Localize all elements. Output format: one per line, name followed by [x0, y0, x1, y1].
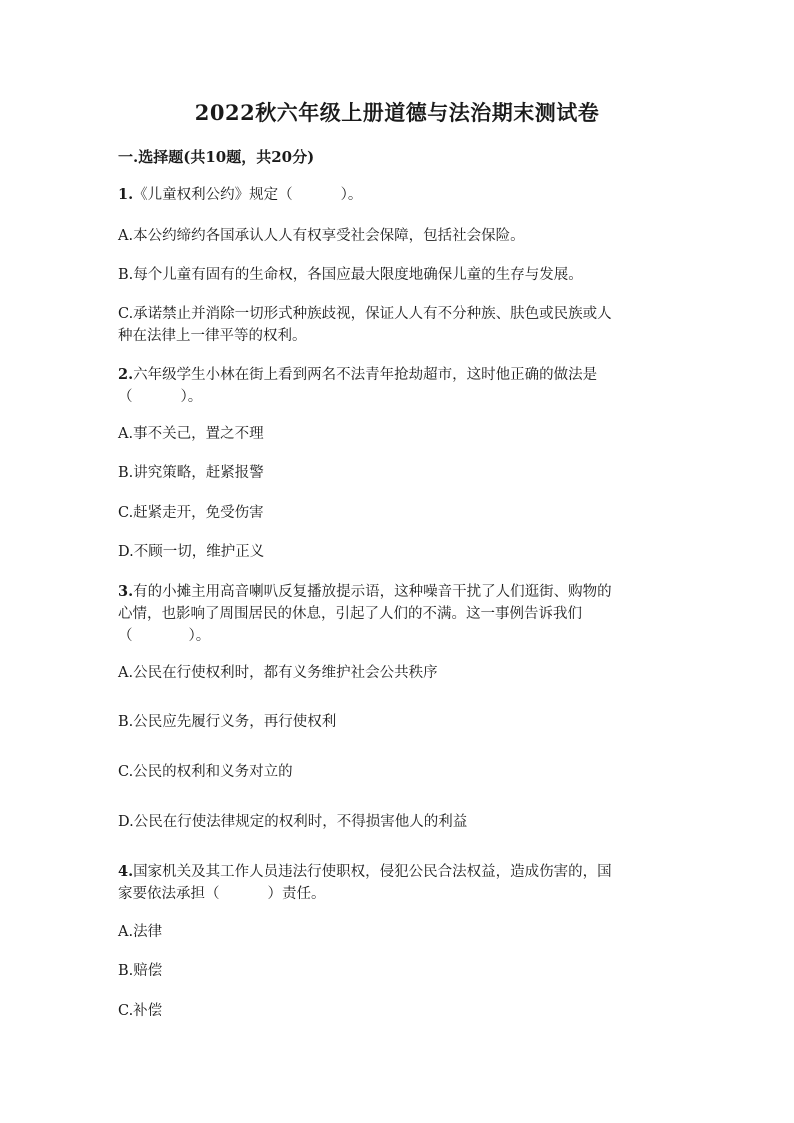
question-3-option-d: D.公民在行使法律规定的权利时，不得损害他人的利益 [118, 814, 468, 830]
question-4-option-a: A.法律 [118, 924, 163, 940]
question-1-option-c-line-2: 种在法律上一律平等的权利。 [118, 328, 307, 344]
question-3-option-a: A.公民在行使权利时，都有义务维护社会公共秩序 [118, 665, 438, 681]
question-2-option-b: B.讲究策略，赶紧报警 [118, 465, 264, 481]
question-2-option-d: D.不顾一切，维护正义 [118, 544, 265, 560]
question-1-option-a: A.本公约缔约各国承认人人有权享受社会保障，包括社会保险。 [118, 228, 525, 244]
question-3-stem-line-1: 3.有的小摊主用高音喇叭反复播放提示语，这种噪音干扰了人们逛街、购物的 [118, 583, 612, 600]
question-2-option-a: A.事不关己，置之不理 [118, 426, 264, 442]
question-number: 1. [118, 186, 134, 203]
question-number: 3. [118, 583, 134, 600]
question-2-stem-line-1: 2.六年级学生小林在街上看到两名不法青年抢劫超市，这时他正确的做法是 [118, 366, 598, 383]
question-2-stem-line-2: （ ）。 [118, 389, 203, 405]
question-1-option-b: B.每个儿童有固有的生命权，各国应最大限度地确保儿童的生存与发展。 [118, 267, 583, 283]
question-4-stem-line-1: 4.国家机关及其工作人员违法行使职权，侵犯公民合法权益，造成伤害的，国 [118, 863, 612, 880]
question-2-option-c: C.赶紧走开，免受伤害 [118, 505, 264, 521]
question-number: 2. [118, 366, 134, 383]
question-1-stem: 1.《儿童权利公约》规定（ ）。 [118, 186, 363, 203]
section-heading: 一.选择题(共10题，共20分) [118, 148, 315, 166]
exam-title: 2022秋六年级上册道德与法治期末测试卷 [194, 100, 600, 125]
question-1-option-c-line-1: C.承诺禁止并消除一切形式种族歧视，保证人人有不分种族、肤色或民族或人 [118, 306, 612, 322]
question-3-option-b: B.公民应先履行义务，再行使权利 [118, 714, 337, 730]
question-3-option-c: C.公民的权利和义务对立的 [118, 764, 293, 780]
question-4-stem-line-2: 家要依法承担（ ）责任。 [118, 886, 326, 902]
question-4-option-b: B.赔偿 [118, 963, 163, 979]
question-3-stem-line-3: （ ）。 [118, 628, 211, 644]
question-3-stem-line-2: 心情，也影响了周围居民的休息，引起了人们的不满。这一事例告诉我们 [118, 606, 582, 622]
question-number: 4. [118, 863, 134, 880]
question-4-option-c: C.补偿 [118, 1003, 163, 1019]
